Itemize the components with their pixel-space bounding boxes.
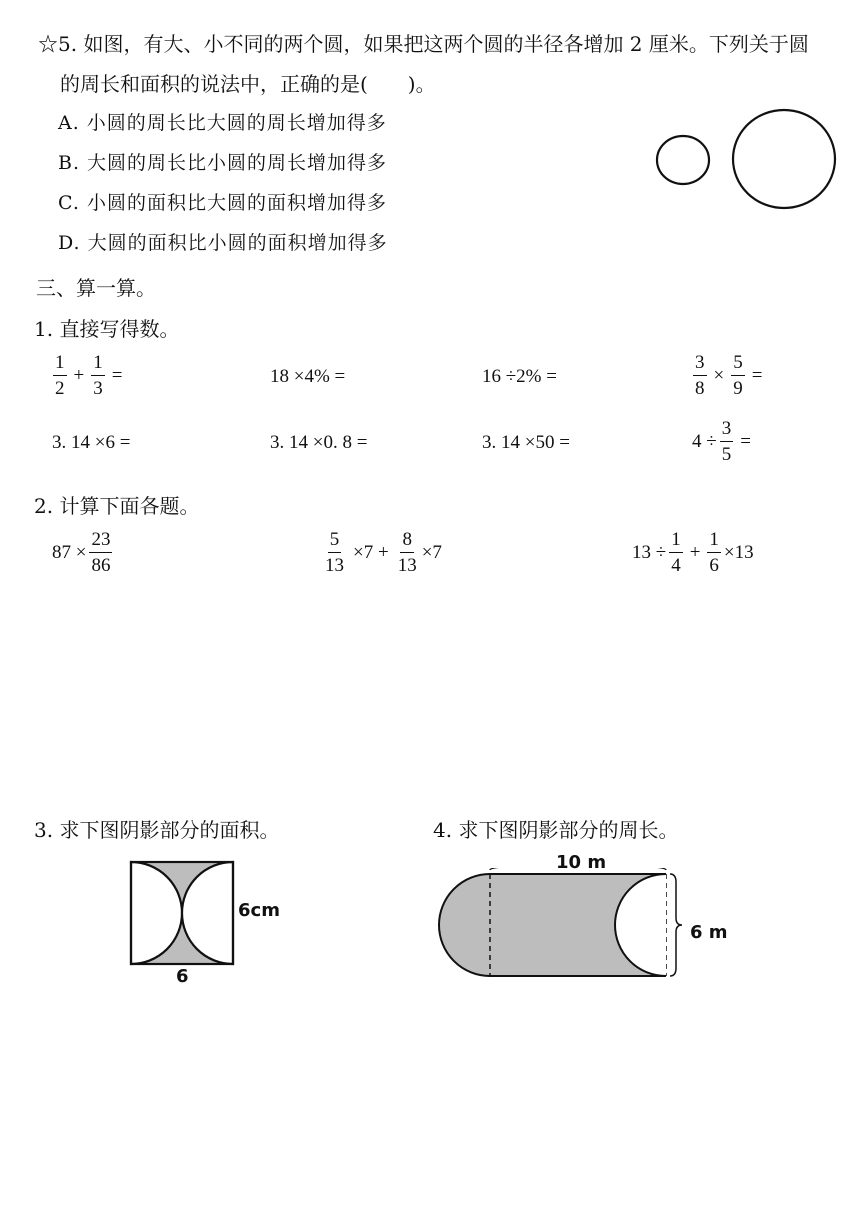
large-circle <box>733 110 835 208</box>
expr-2-4: 4 ÷ $\frac{3}{5}$ = <box>692 418 751 465</box>
fraction: $\frac{23}{86}$ <box>91 529 111 576</box>
option-a: A. 小圆的周长比大圆的周长增加得多 <box>58 112 387 134</box>
expr-2-1: 3. 14 ×6 = <box>52 432 131 453</box>
expr-1-3: 16 ÷2% = <box>482 366 557 387</box>
calc-2: $\frac{5}{13}$ ×7 + $\frac{8}{13}$ ×7 <box>325 529 442 576</box>
square-bottom-label: 6 <box>176 966 189 987</box>
option-b: B. 大圆的周长比小圆的周长增加得多 <box>58 152 388 174</box>
option-c: C. 小圆的面积比大圆的面积增加得多 <box>58 192 387 214</box>
two-circles-figure <box>650 105 845 215</box>
question-5-line-1: ☆5. 如图，有大、小不同的两个圆，如果把这两个圆的半径各增加 2 厘米。下列关于圆 <box>38 32 809 56</box>
calc-1: 87 × $\frac{23}{86}$ <box>52 529 111 576</box>
small-circle <box>657 136 709 184</box>
expr-1-4: $\frac{3}{8}$ × $\frac{5}{9}$ = <box>695 352 763 399</box>
problem-4-title: 4. 求下图阴影部分的周长。 <box>433 818 679 842</box>
square-semicircles-figure <box>125 856 240 971</box>
fraction: $\frac{1}{6}$ <box>709 529 719 576</box>
side-brace <box>670 874 682 976</box>
option-d: D. 大圆的面积比小圆的面积增加得多 <box>58 232 388 254</box>
square-side-label: 6cm <box>238 900 280 921</box>
expr-2-2: 3. 14 ×0. 8 = <box>270 432 368 453</box>
width-label: 6 m <box>690 922 728 943</box>
problem-2-title: 2. 计算下面各题。 <box>34 494 200 518</box>
fraction: $\frac{5}{13}$ <box>325 529 344 576</box>
section-3-title: 三、算一算。 <box>36 276 156 300</box>
length-label: 10 m <box>556 852 607 873</box>
fraction: $\frac{5}{9}$ <box>733 352 743 399</box>
problem-1-title: 1. 直接写得数。 <box>34 317 180 341</box>
fraction: $\frac{1}{4}$ <box>671 529 681 576</box>
question-5-line-2: 的周长和面积的说法中，正确的是( )。 <box>60 72 436 96</box>
fraction: $\frac{1}{3}$ <box>93 352 103 399</box>
expr-1-2: 18 ×4% = <box>270 366 346 387</box>
rectangle-semicircles-figure <box>430 868 692 986</box>
fraction: $\frac{3}{5}$ <box>721 418 732 465</box>
fraction: $\frac{3}{8}$ <box>695 352 705 399</box>
top-brace <box>490 868 666 870</box>
problem-3-title: 3. 求下图阴影部分的面积。 <box>34 818 280 842</box>
expr-2-3: 3. 14 ×50 = <box>482 432 570 453</box>
calc-3: 13 ÷ $\frac{1}{4}$ + $\frac{1}{6}$ ×13 <box>632 529 754 576</box>
fraction: $\frac{1}{2}$ <box>55 352 65 399</box>
expr-1-1: $\frac{1}{2}$ + $\frac{1}{3}$ = <box>55 352 123 399</box>
fraction: $\frac{8}{13}$ <box>397 529 417 576</box>
